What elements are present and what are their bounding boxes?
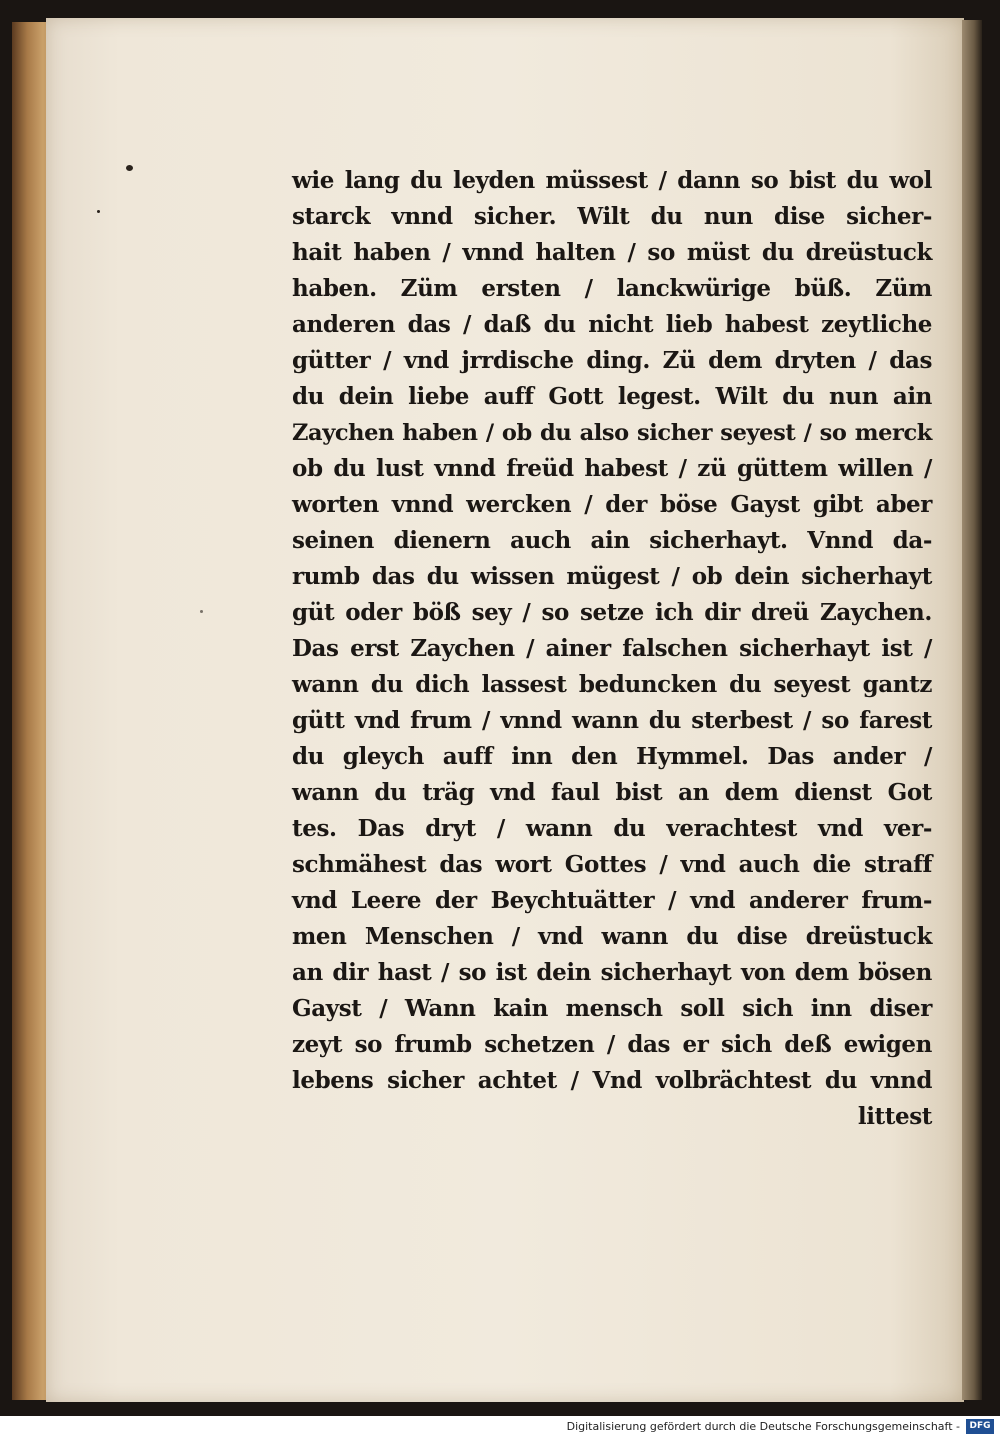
dfg-logo[interactable]: DFG (966, 1419, 994, 1434)
catchword: littest (857, 1103, 932, 1130)
text-line: du dein liebe auff Gott legest. Wilt du nun ain (292, 383, 932, 410)
text-line: zeyt so frumb schetzen / das er sich deß ewigen (292, 1031, 932, 1058)
text-line: tes. Das dryt / wann du verachtest vnd ver- (292, 815, 932, 842)
text-line: rumb das du wissen mügest / ob dein sicherhayt (292, 563, 932, 590)
blackletter-text-block (292, 163, 932, 1135)
ink-speck (126, 165, 133, 171)
text-line: ob du lust vnnd freüd habest / zü güttem willen / (292, 455, 932, 482)
text-line: men Menschen / vnd wann du dise dreüstuck (292, 923, 932, 950)
text-line: wann du dich lassest beduncken du seyest gantz (292, 671, 932, 698)
digitization-footer (0, 1416, 1000, 1439)
text-line: hait haben / vnnd halten / so müst du dreüstuck (292, 239, 932, 266)
text-line: starck vnnd sicher. Wilt du nun dise sicher- (292, 203, 932, 230)
text-line: lebens sicher achtet / Vnd volbrächtest du vnnd (292, 1067, 932, 1094)
text-line: Gayst / Wann kain mensch soll sich inn diser (292, 995, 932, 1022)
text-line: gütt vnd frum / vnnd wann du sterbest / so farest (292, 707, 932, 734)
text-line: gütter / vnd jrrdische ding. Zü dem dryten / das (292, 347, 932, 374)
footer-credit-text: Digitalisierung gefördert durch die Deutsche Forschungsgemeinschaft - (566, 1420, 960, 1433)
text-line: wie lang du leyden müssest / dann so bist du wol (292, 167, 932, 194)
text-line: güt oder böß sey / so setze ich dir dreü Zaychen. (292, 599, 932, 626)
text-line: du gleych auff inn den Hymmel. Das ander / (292, 743, 932, 770)
text-line: Das erst Zaychen / ainer falschen sicherhayt ist / (292, 635, 932, 662)
text-line: seinen dienern auch ain sicherhayt. Vnnd da- (292, 527, 932, 554)
ink-speck (97, 210, 100, 213)
text-line: wann du träg vnd faul bist an dem dienst Got (292, 779, 932, 806)
text-line: vnd Leere der Beychtuätter / vnd anderer frum- (292, 887, 932, 914)
page-edge-right (962, 20, 982, 1400)
text-line: schmähest das wort Gottes / vnd auch die straff (292, 851, 932, 878)
text-line: haben. Züm ersten / lanckwürige büß. Züm (292, 275, 932, 302)
ink-speck (200, 610, 203, 613)
text-line: anderen das / daß du nicht lieb habest zeytliche (292, 311, 932, 338)
text-line: an dir hast / so ist dein sicherhayt von dem bösen (292, 959, 932, 986)
text-line: Zaychen haben / ob du also sicher seyest / so merck (292, 420, 932, 446)
text-line: worten vnnd wercken / der böse Gayst gibt aber (292, 491, 932, 518)
